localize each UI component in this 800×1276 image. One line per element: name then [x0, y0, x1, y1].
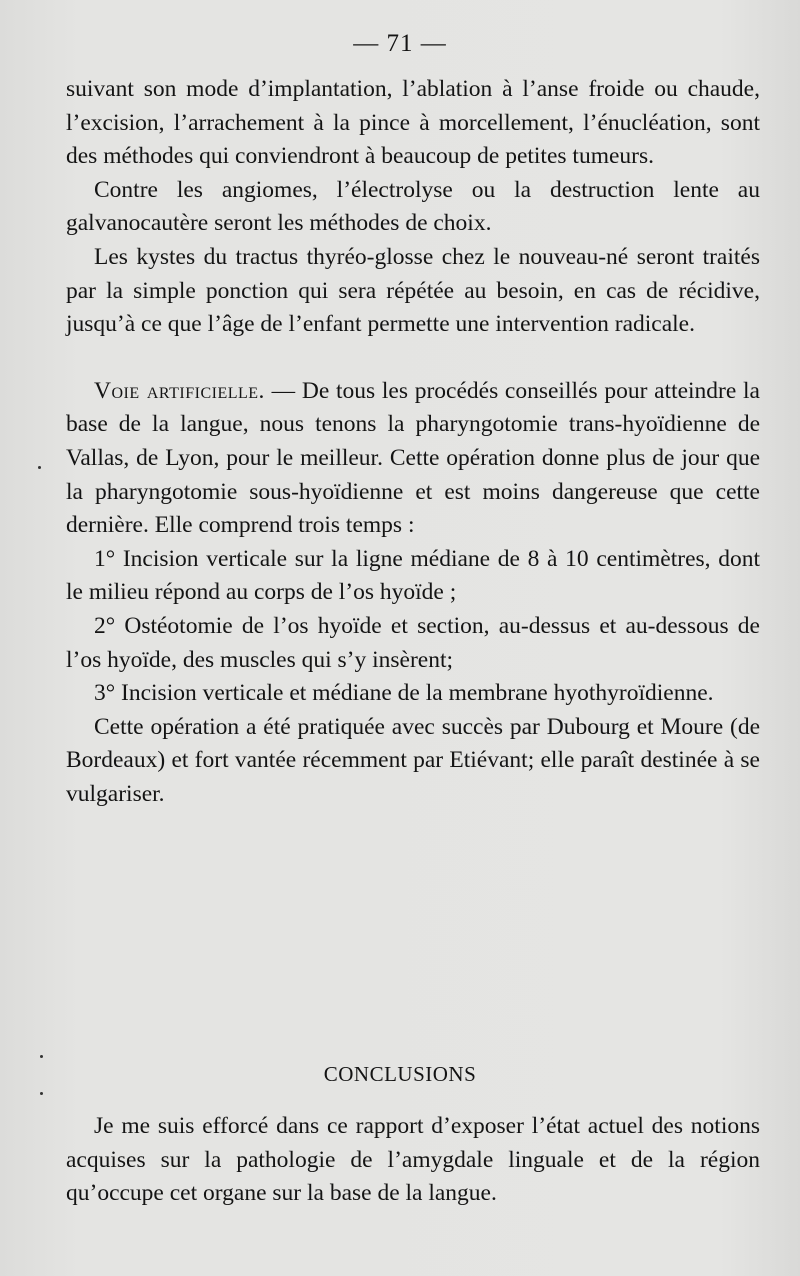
page-number: — 71 — — [353, 30, 447, 57]
section-lead: Voie artificielle. — [94, 377, 265, 404]
speck-mark — [40, 1092, 43, 1095]
paragraph-angiomes: Contre les angiomes, l’électrolyse ou la destruction lente au galvanocautère seront les méthodes de choix. — [66, 176, 760, 237]
paragraph-conclusions: Je me suis efforcé dans ce rapport d’exposer l’état actuel des notions acquises sur la pathologie de l’amygdale linguale et de la région qu’occupe cet organe sur la base de la langue. — [66, 1113, 760, 1207]
paragraph-kystes: Les kystes du tractus thyréo-glosse chez le nouveau-né seront traités par la simple ponction qui sera répétée au besoin, en cas de récidive, jusqu’à ce que l’âge de l’enfant permette une intervention radicale. — [66, 243, 760, 338]
step-2: 2° Ostéotomie de l’os hyoïde et section, au-dessus et au-dessous de l’os hyoïde, des muscles qui s’y insèrent; — [66, 612, 760, 673]
step-1: 1° Incision verticale sur la ligne médiane de 8 à 10 centimètres, dont le milieu répond au corps de l’os hyoïde ; — [66, 545, 760, 606]
conclusions-heading: CONCLUSIONS — [323, 1062, 477, 1086]
voie-text: — De tous les procédés conseillés pour atteindre la base de la langue, nous tenons la pharyngotomie trans-hyoïdienne de Vallas, de Lyon, pour le meilleur. Cette opération donne plus de jour que la pharyngotomie sous-hyoïdienne et est moins dangereuse que cette dernière. Elle comprend trois temps : — [66, 377, 760, 539]
speck-mark — [38, 466, 41, 469]
body-text — [66, 73, 760, 811]
paragraph-continuation: suivant son mode d’implantation, l’ablation à l’anse froide ou chaude, l’excision, l’arrachement à la pince à morcellement, l’énucléation, sont des méthodes qui conviendront à beaucoup de petites tumeurs. — [66, 76, 760, 170]
conclusions-body — [66, 1110, 760, 1211]
speck-mark — [40, 1055, 43, 1058]
step-3: 3° Incision verticale et médiane de la membrane hyothyroïdienne. — [94, 680, 714, 707]
paragraph-voie-artificielle — [66, 375, 760, 543]
paragraph-closing: Cette opération a été pratiquée avec succès par Dubourg et Moure (de Bordeaux) et fort vantée récemment par Etiévant; elle paraît destinée à se vulgariser. — [66, 713, 760, 807]
